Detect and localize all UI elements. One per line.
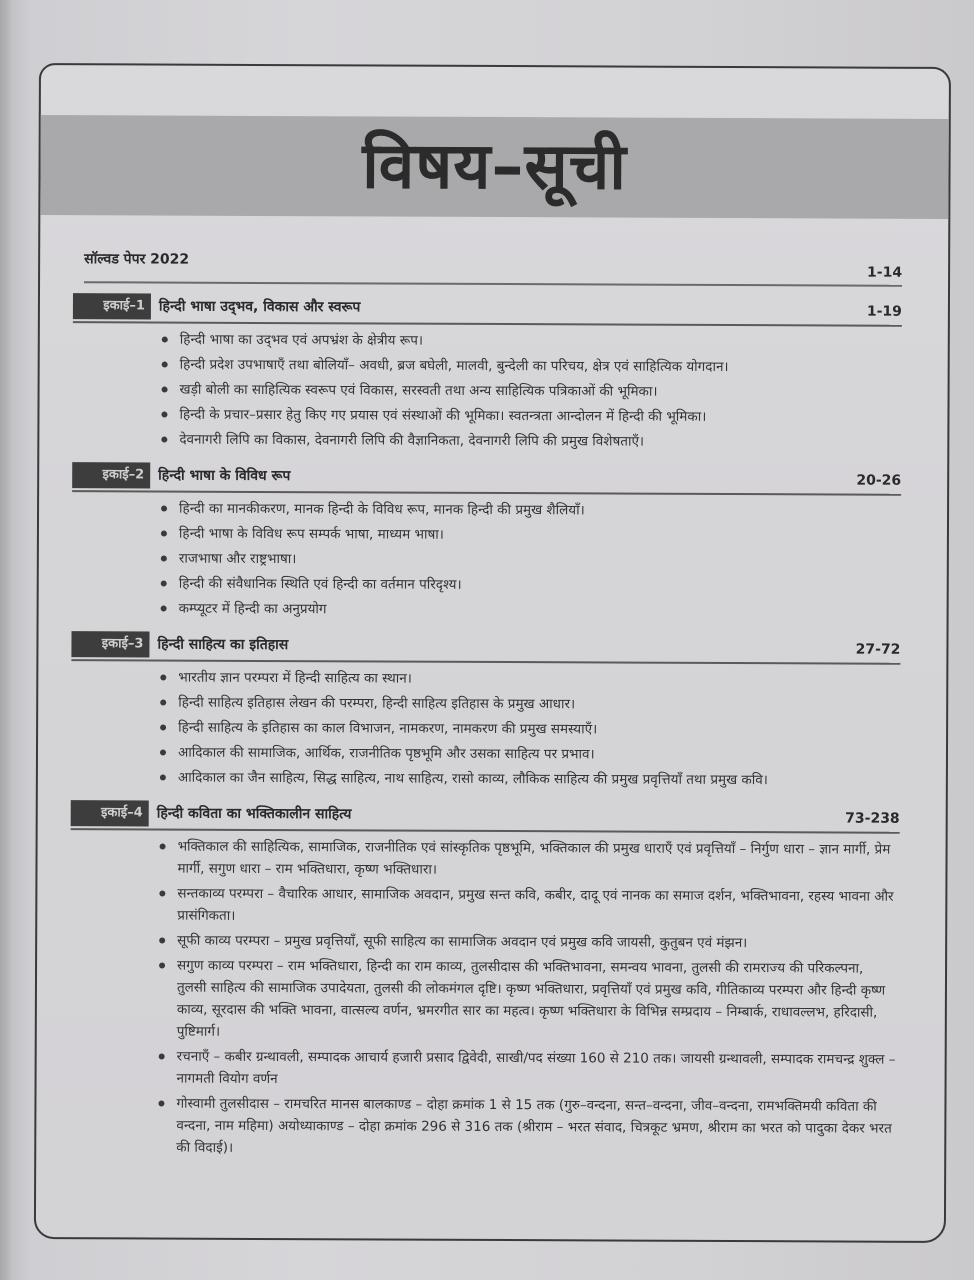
unit-title: हिन्दी साहित्य का इतिहास [157, 636, 289, 654]
topic-item [158, 666, 898, 694]
topic-text: आदिकाल का जैन साहित्य, सिद्ध साहित्य, नाथ साहित्य, रासो काव्य, लौकिक साहित्य की प्रमुख प्रवृत्तियाँ तथा प्रमुख कवि। [177, 769, 768, 789]
topic-item [158, 716, 898, 744]
unit-3-header[interactable] [71, 631, 900, 665]
unit-1-topic-list [39, 327, 900, 456]
bullet-icon [159, 891, 165, 897]
topic-text: सन्तकाव्य परम्परा – वैचारिक आधार, सामाजिक अवदान, प्रमुख सन्त कवि, कबीर, दादू एवं नानक का समाज दर्शन, भक्तिभावना, रहस्य भावना और प्रासंगिकता। [177, 885, 894, 924]
unit-badge: इकाई–1 [73, 293, 151, 319]
topic-item [159, 547, 899, 575]
bullet-icon [161, 606, 167, 612]
unit-2-header[interactable] [72, 462, 901, 496]
topic-item [160, 378, 900, 406]
contents-page-frame [34, 63, 951, 1243]
bullet-icon [160, 675, 166, 681]
bullet-icon [161, 531, 167, 537]
topic-text: खड़ी बोली का साहित्यिक स्वरूप एवं विकास, सरस्वती तथा अन्य साहित्यिक पत्रिकाओं की भूमिका। [179, 381, 658, 400]
unit-1-header[interactable] [73, 293, 902, 327]
unit-3-section [38, 631, 947, 794]
bullet-icon [160, 725, 166, 731]
topic-item [159, 572, 899, 600]
topic-item [159, 522, 899, 550]
topic-item [157, 1045, 897, 1095]
topic-text: रचनाएँ – कबीर ग्रन्थावली, सम्पादक आचार्य हजारी प्रसाद द्विवेदी, साखी/पद संख्या 160 से 210 तक। जायसी ग्रन्थावली, सम्पादक रामचन्द्र शुक्ल – नागमती वियोग वर्णन [176, 1048, 896, 1088]
unit-title: हिन्दी भाषा उद्‌भव, विकास और स्वरूप [158, 298, 361, 316]
unit-2-section [39, 462, 948, 625]
bullet-icon [161, 581, 167, 587]
unit-4-header[interactable] [71, 800, 900, 834]
title-band [40, 115, 948, 219]
topic-text: हिन्दी साहित्य इतिहास लेखन की परम्परा, हिन्दी साहित्य इतिहास के प्रमुख आधार। [178, 694, 576, 713]
bullet-icon [161, 437, 167, 443]
unit-badge: इकाई–3 [71, 631, 149, 657]
bullet-icon [160, 700, 166, 706]
bullet-icon [162, 387, 168, 393]
solved-paper-entry[interactable] [84, 243, 902, 287]
topic-item [156, 1092, 896, 1164]
topic-item [159, 428, 899, 456]
unit-page-range: 1-19 [866, 303, 902, 320]
topic-item [158, 741, 898, 769]
topic-text: गोस्वामी तुलसीदास – रामचरित मानस बालकाण्ड – दोहा क्रमांक 1 से 15 तक (गुरु–वन्दना, सन्त–वन्दना, जीव–वन्दना, रामभक्तिमयी कविता की वन्दना, नाम महिमा) अयोध्याकाण्ड – दोहा क्रमांक 296 से 316 तक (श्रीराम – भरत संवाद, चित्रकूट भ्रमण, श्रीराम का भरत को पादुका देकर भरत की विदाई)। [176, 1095, 892, 1156]
bullet-icon [159, 1054, 165, 1060]
topic-text: हिन्दी की संवैधानिक स्थिति एवं हिन्दी का वर्तमान परिदृश्य। [178, 575, 462, 593]
page-edge-shadow [0, 0, 12, 1280]
topic-item [159, 597, 899, 625]
unit-page-range: 73-238 [845, 810, 900, 827]
bullet-icon [160, 750, 166, 756]
topic-item [159, 497, 899, 525]
topic-item [157, 929, 897, 957]
unit-4-section [36, 800, 946, 1164]
topic-text: कम्प्यूटर में हिन्दी का अनुप्रयोग [178, 600, 327, 618]
bullet-icon [159, 963, 165, 969]
unit-badge: इकाई–4 [71, 800, 149, 826]
topic-text: हिन्दी भाषा का उद्‌भव एवं अपभ्रंश के क्षेत्रीय रूप। [179, 331, 424, 349]
topic-text: हिन्दी के प्रचार–प्रसार हेतु किए गए प्रयास एवं संस्थाओं की भूमिका। स्वतन्त्रता आन्दोलन में हिन्दी की भूमिका। [179, 406, 707, 425]
topic-item [157, 954, 897, 1048]
topic-text: हिन्दी का मानकीकरण, मानक हिन्दी के विविध रूप, मानक हिन्दी की प्रमुख शैलियाँ। [179, 500, 585, 519]
topic-text: भक्तिकाल की साहित्यिक, सामाजिक, राजनीतिक एवं सांस्कृतिक पृष्ठभूमि, भक्तिकाल की प्रमुख धाराएँ एवं प्रवृत्तियाँ – निर्गुण धारा – ज्ञान मार्गी, प्रेम मार्गी, सगुण धारा – राम भक्तिधारा, कृष्ण भक्तिधारा। [177, 838, 891, 878]
bullet-icon [161, 506, 167, 512]
bullet-icon [160, 844, 166, 850]
topic-text: आदिकाल की सामाजिक, आर्थिक, राजनीतिक पृष्ठभूमि और उसका साहित्य पर प्रभाव। [177, 744, 595, 763]
topic-text: सगुण काव्य परम्परा – राम भक्तिधारा, हिन्दी का राम काव्य, तुलसीदास की भक्तिभावना, समन्वय भावना, तुलसी की रामराज्य की परिकल्पना, तुलसी साहित्य की सामाजिक उपादेयता, तुलसी की लोकमंगल दृष्टि। कृष्ण भक्तिधारा, प्रवृत्तियाँ एवं प्रमुख कवि, गीतिकाव्य परम्परा और हिन्दी कृष्ण काव्य, सूरदास की भक्ति भावना, वात्सल्य वर्णन, भ्रमरगीत सार का महत्व। कृष्ण भक्तिधारा के विभिन्न सम्प्रदाय – निम्बार्क, राधावल्लभ, हरिदासी, पुष्टिमार्ग। [176, 957, 886, 1040]
bullet-icon [159, 938, 165, 944]
unit-2-topic-list [39, 496, 900, 625]
solved-paper-pages: 1-14 [867, 264, 903, 281]
topic-item [158, 766, 898, 794]
unit-title: हिन्दी भाषा के विविध रूप [158, 467, 291, 485]
bullet-icon [160, 775, 166, 781]
topic-text: देवनागरी लिपि का विकास, देवनागरी लिपि की वैज्ञानिकता, देवनागरी लिपि की प्रमुख विशेषताएँ। [179, 431, 645, 450]
topic-item [157, 882, 897, 932]
topic-item [160, 328, 900, 356]
topic-item [159, 403, 899, 431]
bullet-icon [158, 1101, 164, 1107]
topic-text: राजभाषा और राष्ट्रभाषा। [178, 550, 297, 568]
solved-paper-title: सॉल्वड पेपर 2022 [84, 251, 190, 268]
unit-title: हिन्दी कविता का भक्तिकालीन साहित्य [156, 805, 352, 823]
page-title: विषय–सूची [361, 129, 628, 205]
topic-text: हिन्दी साहित्य के इतिहास का काल विभाजन, नामकरण, नामकरण की प्रमुख समस्याएँ। [178, 719, 598, 738]
unit-page-range: 27-72 [855, 641, 901, 658]
topic-text: भारतीय ज्ञान परम्परा में हिन्दी साहित्य का स्थान। [178, 669, 412, 687]
table-of-contents [36, 243, 948, 1164]
topic-item [157, 835, 897, 885]
unit-3-topic-list [38, 665, 899, 794]
bullet-icon [161, 556, 167, 562]
unit-1-section [39, 293, 948, 456]
topic-text: हिन्दी प्रदेश उपभाषाएँ तथा बोलियाँ– अवधी, ब्रज बघेली, मालवी, बुन्देली का परिचय, क्षेत्र एवं साहित्यिक योगदान। [179, 356, 729, 376]
topic-item [158, 691, 898, 719]
unit-page-range: 20-26 [856, 472, 902, 489]
bullet-icon [162, 362, 168, 368]
unit-badge: इकाई–2 [72, 462, 150, 488]
topic-text: हिन्दी भाषा के विविध रूप सम्पर्क भाषा, माध्यम भाषा। [178, 525, 444, 543]
unit-4-topic-list [36, 834, 897, 1164]
bullet-icon [161, 412, 167, 418]
topic-text: सूफी काव्य परम्परा – प्रमुख प्रवृत्तियाँ, सूफी साहित्य का सामाजिक अवदान एवं प्रमुख कवि जायसी, कुतुबन एवं मंझन। [177, 932, 748, 952]
bullet-icon [162, 337, 168, 343]
topic-item [160, 353, 900, 381]
